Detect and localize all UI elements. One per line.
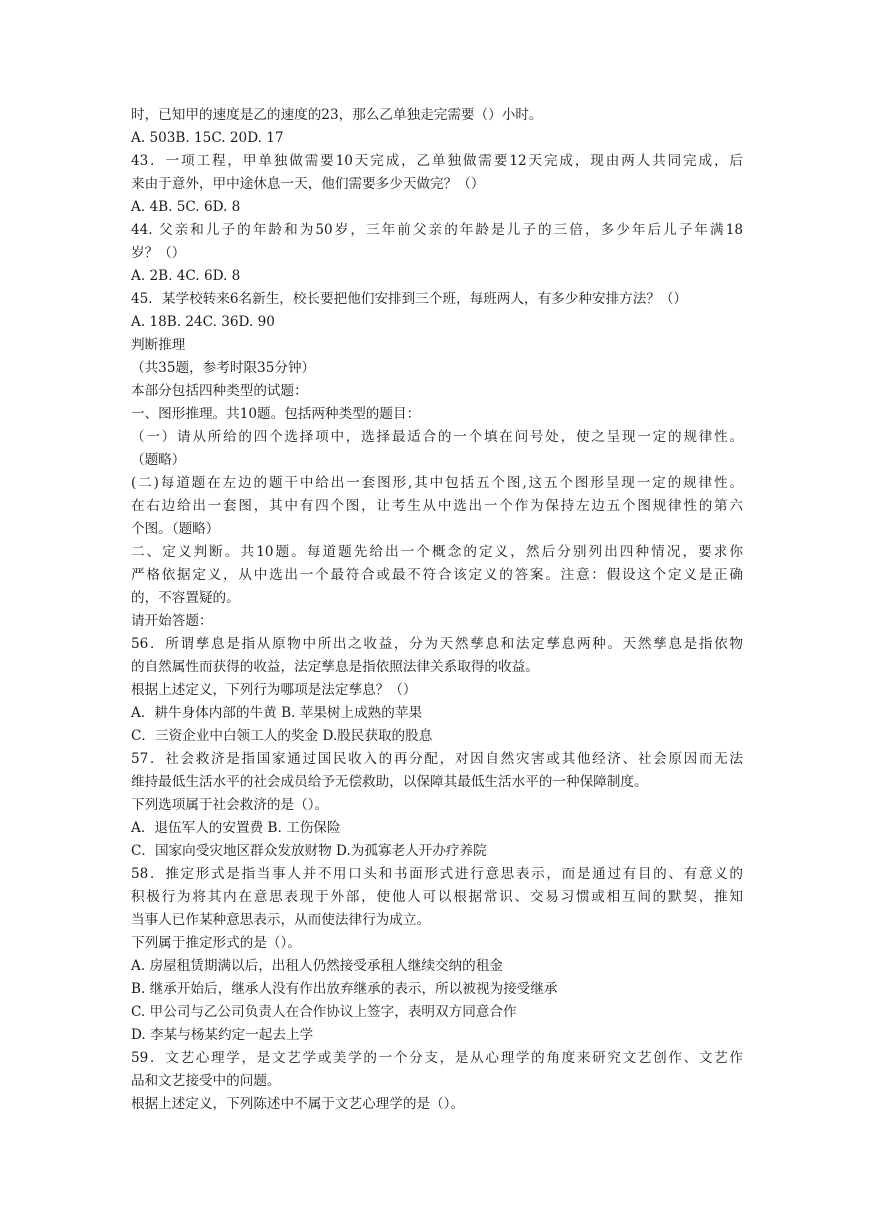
- text-line: C．国家向受灾地区群众发放财物 D.为孤寡老人开办疗养院: [131, 843, 487, 859]
- text-line: 品和文艺接受中的问题。: [131, 1073, 281, 1089]
- text-line: 请开始答题：: [131, 613, 213, 629]
- text-line: D. 李某与杨某约定一起去上学: [131, 1027, 314, 1043]
- text-line: 当事人已作某种意思表示，从而使法律行为成立。: [131, 912, 431, 928]
- document-body: [131, 104, 743, 1116]
- text-line: 57．社会救济是指国家通过国民收入的再分配，对因自然灾害或其他经济、社会原因而无法: [131, 751, 743, 767]
- text-line: 根据上述定义，下列陈述中不属于文艺心理学的是（）。: [131, 1096, 465, 1112]
- text-line: 严格依据定义，从中选出一个最符合或最不符合该定义的答案。注意：假设这个定义是正确: [131, 567, 743, 583]
- text-line: 一、图形推理。共10题。包括两种类型的题目：: [131, 406, 421, 422]
- text-line: 岁？（）: [131, 245, 186, 261]
- text-line: A．耕牛身体内部的牛黄 B. 苹果树上成熟的苹果: [131, 705, 423, 721]
- text-line: 44. 父亲和儿子的年龄和为50岁，三年前父亲的年龄是儿子的三倍，多少年后儿子年满18: [131, 222, 743, 238]
- text-line: 二、定义判断。共10题。每道题先给出一个概念的定义，然后分别列出四种情况，要求你: [131, 544, 743, 560]
- text-line: （题略）: [131, 452, 186, 468]
- text-line: C. 甲公司与乙公司负责人在合作协议上签字，表明双方同意合作: [131, 1004, 517, 1020]
- text-line: C．三资企业中白领工人的奖金 D.股民获取的股息: [131, 728, 433, 744]
- text-line: 积极行为将其内在意思表现于外部，使他人可以根据常识、交易习惯或相互间的默契，推知: [131, 889, 743, 905]
- text-line: A．退伍军人的安置费 B. 工伤保险: [131, 820, 341, 836]
- text-line: A. 18B. 24C. 36D. 90: [131, 314, 275, 330]
- text-line: （一）请从所给的四个选择项中，选择最适合的一个填在问号处，使之呈现一定的规律性。: [131, 429, 743, 445]
- text-line: 判断推理: [131, 337, 186, 353]
- text-line: 下列选项属于社会救济的是（）。: [131, 797, 329, 813]
- text-line: 下列属于推定形式的是（）。: [131, 935, 301, 951]
- text-line: A. 4B. 5C. 6D. 8: [131, 199, 241, 215]
- text-line: 个图。（题略）: [131, 521, 220, 537]
- text-line: 时，已知甲的速度是乙的速度的23，那么乙单独走完需要（）小时。: [131, 107, 543, 123]
- text-line: 的，不容置疑的。: [131, 590, 240, 606]
- text-line: (二)每道题在左边的题干中给出一套图形,其中包括五个图,这五个图形呈现一定的规律性。: [131, 475, 743, 491]
- text-line: 45．某学校转来6名新生，校长要把他们安排到三个班，每班两人，有多少种安排方法？（）: [131, 291, 688, 307]
- text-line: 来由于意外，甲中途休息一天，他们需要多少天做完？（）: [131, 176, 485, 192]
- text-line: 本部分包括四种类型的试题：: [131, 383, 308, 399]
- text-line: 43．一项工程，甲单独做需要10天完成，乙单独做需要12天完成，现由两人共同完成，后: [131, 153, 743, 169]
- text-line: 在右边给出一套图，其中有四个图，让考生从中选出一个作为保持左边五个图规律性的第六: [131, 498, 743, 514]
- text-line: 维持最低生活水平的社会成员给予无偿救助，以保障其最低生活水平的一种保障制度。: [131, 774, 648, 790]
- text-line: 根据上述定义，下列行为哪项是法定孳息？（）: [131, 682, 417, 698]
- text-line: 56．所谓孳息是指从原物中所出之收益，分为天然孳息和法定孳息两种。天然孳息是指依物: [131, 636, 743, 652]
- text-line: 59．文艺心理学，是文艺学或美学的一个分支，是从心理学的角度来研究文艺创作、文艺作: [131, 1050, 743, 1066]
- text-line: 58．推定形式是指当事人并不用口头和书面形式进行意思表示，而是通过有目的、有意义的: [131, 866, 743, 882]
- text-line: 的自然属性而获得的收益，法定孳息是指依照法律关系取得的收益。: [131, 659, 539, 675]
- text-line: A. 503B. 15C. 20D. 17: [131, 130, 284, 146]
- text-line: A. 房屋租赁期满以后，出租人仍然接受承租人继续交纳的租金: [131, 958, 503, 974]
- text-line: B. 继承开始后，继承人没有作出放弃继承的表示，所以被视为接受继承: [131, 981, 558, 997]
- text-line: A. 2B. 4C. 6D. 8: [131, 268, 241, 284]
- text-line: （共35题，参考时限35分钟）: [131, 360, 316, 376]
